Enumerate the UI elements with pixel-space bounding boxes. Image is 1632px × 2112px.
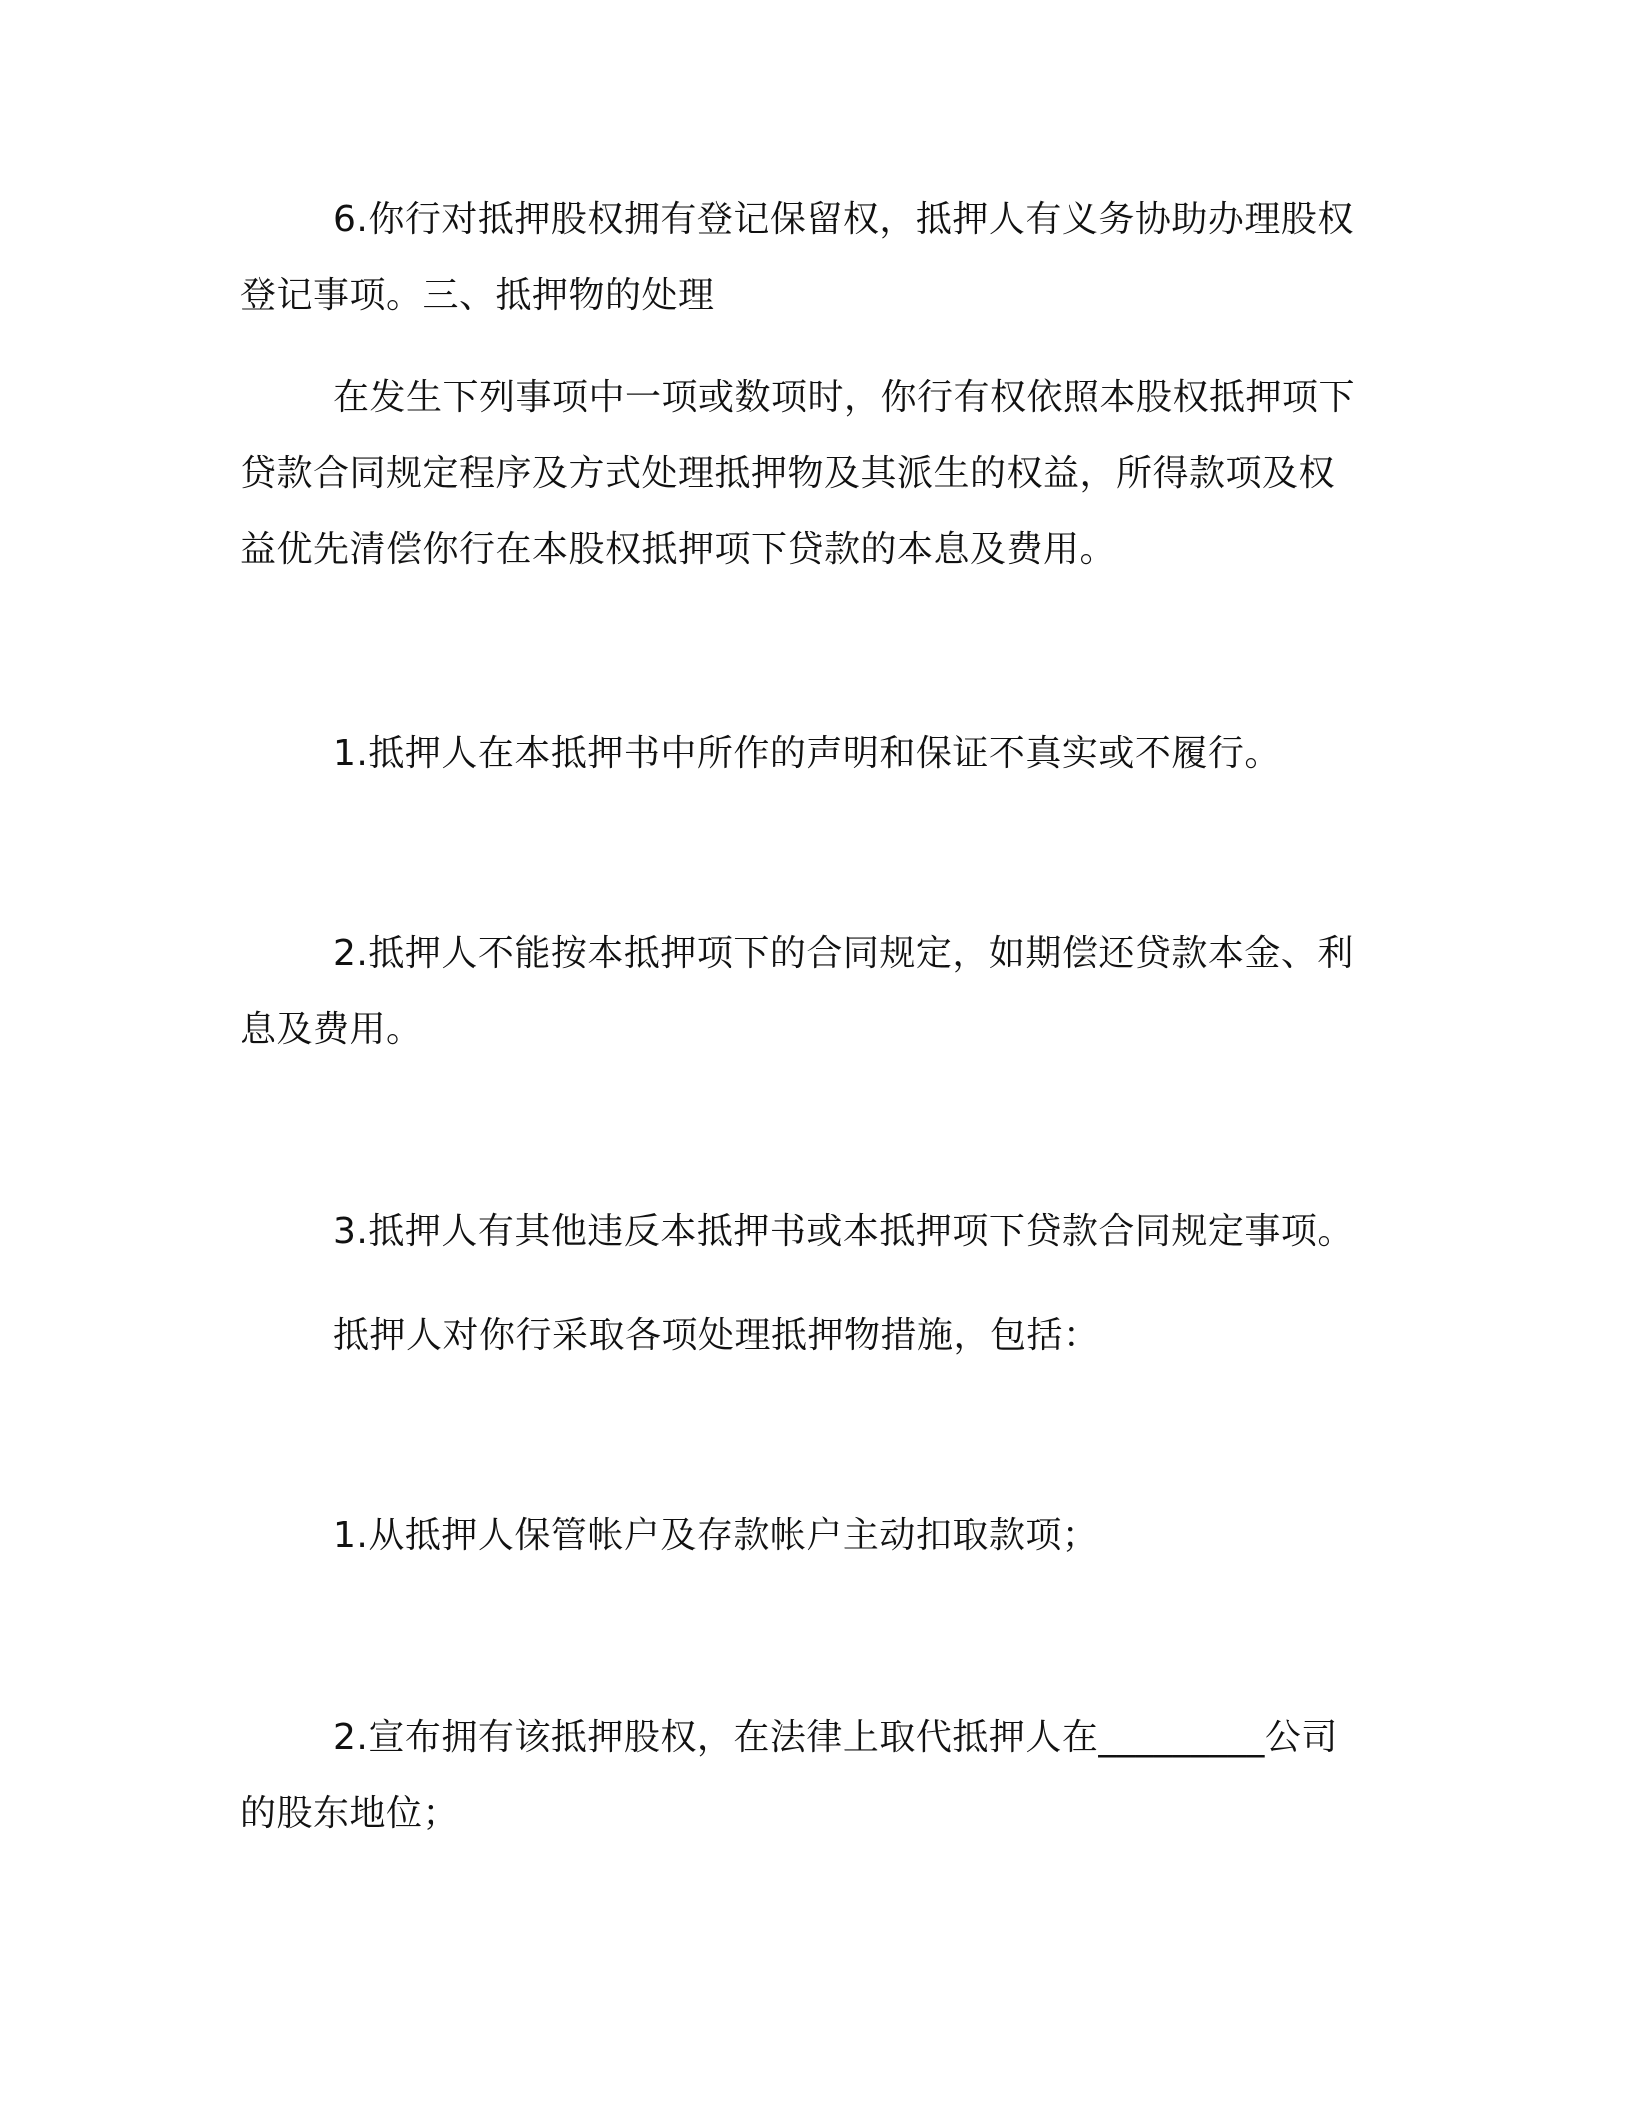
event-3: 3.抵押人有其他违反本抵押书或本抵押项下贷款合同规定事项。 — [333, 1211, 1354, 1252]
event-1: 1.抵押人在本抵押书中所作的声明和保证不真实或不履行。 — [333, 733, 1281, 774]
intro-line-1: 在发生下列事项中一项或数项时，你行有权依照本股权抵押项下 — [333, 377, 1356, 418]
intro-line-2: 贷款合同规定程序及方式处理抵押物及其派生的权益，所得款项及权 — [240, 453, 1336, 494]
clause-6-line-1: 6.你行对抵押股权拥有登记保留权，抵押人有义务协助办理股权 — [333, 199, 1354, 240]
measures-intro: 抵押人对你行采取各项处理抵押物措施，包括： — [333, 1315, 1100, 1356]
event-2-line-2: 息及费用。 — [240, 1009, 423, 1050]
intro-line-3: 益优先清偿你行在本股权抵押项下贷款的本息及费用。 — [240, 529, 1117, 570]
measure-2-line-1: 2.宣布拥有该抵押股权，在法律上取代抵押人在_________公司 — [333, 1717, 1338, 1758]
measure-1: 1.从抵押人保管帐户及存款帐户主动扣取款项； — [333, 1515, 1099, 1556]
clause-6-line-2: 登记事项。三、抵押物的处理 — [240, 275, 715, 316]
measure-2-line-2: 的股东地位； — [240, 1793, 460, 1834]
event-2-line-1: 2.抵押人不能按本抵押项下的合同规定，如期偿还贷款本金、利 — [333, 933, 1354, 974]
